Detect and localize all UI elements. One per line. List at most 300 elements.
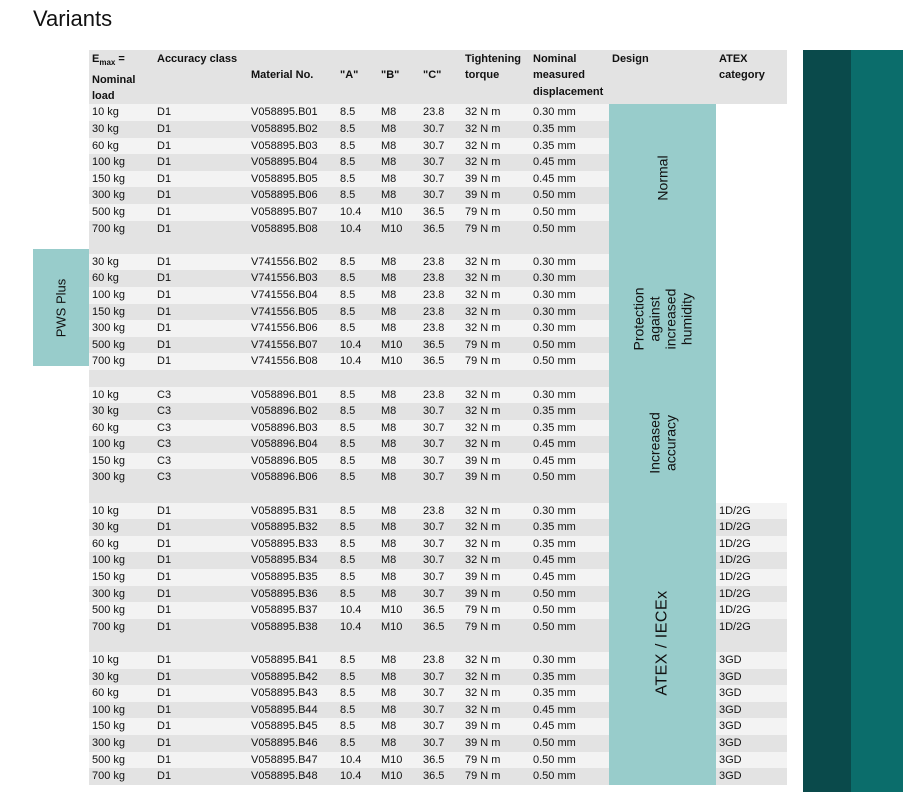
cell-dim-a: 8.5: [337, 320, 378, 337]
cell-material-no: V058895.B07: [248, 204, 337, 221]
cell-atex-category: [716, 221, 787, 238]
cell-tightening-torque: 32 N m: [462, 519, 530, 536]
separator-cell: [154, 486, 248, 503]
cell-nominal-displacement: 0.50 mm: [530, 586, 609, 603]
cell-dim-b: M8: [378, 718, 420, 735]
separator-cell: [530, 237, 609, 254]
design-label: Protection against increased humidity: [630, 287, 695, 351]
cell-dim-a: 8.5: [337, 503, 378, 520]
separator-cell: [420, 486, 462, 503]
cell-dim-c: 23.8: [420, 652, 462, 669]
cell-atex-category: [716, 204, 787, 221]
separator-cell: [337, 237, 378, 254]
separator-cell: [337, 370, 378, 387]
cell-dim-c: 36.5: [420, 204, 462, 221]
header-nominal-displacement: Nominal measured displacement: [530, 50, 609, 104]
cell-atex-category: [716, 287, 787, 304]
cell-atex-category: [716, 138, 787, 155]
cell-dim-a: 8.5: [337, 652, 378, 669]
separator-cell: [530, 635, 609, 652]
cell-tightening-torque: 32 N m: [462, 287, 530, 304]
cell-dim-b: M10: [378, 602, 420, 619]
cell-nominal-displacement: 0.45 mm: [530, 569, 609, 586]
cell-nominal-load: 100 kg: [89, 552, 154, 569]
cell-nominal-displacement: 0.50 mm: [530, 752, 609, 769]
cell-accuracy-class: C3: [154, 453, 248, 470]
cell-nominal-load: 100 kg: [89, 154, 154, 171]
cell-nominal-displacement: 0.45 mm: [530, 453, 609, 470]
cell-nominal-displacement: 0.30 mm: [530, 503, 609, 520]
cell-dim-a: 8.5: [337, 121, 378, 138]
cell-nominal-displacement: 0.35 mm: [530, 403, 609, 420]
separator-cell: [420, 370, 462, 387]
separator-cell: [378, 237, 420, 254]
cell-nominal-load: 100 kg: [89, 287, 154, 304]
side-band-teal: [851, 50, 903, 792]
cell-tightening-torque: 32 N m: [462, 536, 530, 553]
cell-atex-category: 1D/2G: [716, 569, 787, 586]
cell-atex-category: [716, 270, 787, 287]
cell-accuracy-class: D1: [154, 353, 248, 370]
cell-tightening-torque: 32 N m: [462, 436, 530, 453]
cell-dim-b: M8: [378, 270, 420, 287]
cell-dim-c: 30.7: [420, 718, 462, 735]
cell-material-no: V058895.B41: [248, 652, 337, 669]
header-design: Design: [609, 50, 716, 104]
cell-material-no: V741556.B06: [248, 320, 337, 337]
cell-dim-c: 36.5: [420, 337, 462, 354]
cell-nominal-load: 10 kg: [89, 387, 154, 404]
cell-dim-c: 30.7: [420, 685, 462, 702]
design-cell: [609, 387, 716, 503]
cell-nominal-displacement: 0.35 mm: [530, 536, 609, 553]
cell-accuracy-class: D1: [154, 320, 248, 337]
cell-nominal-displacement: 0.50 mm: [530, 353, 609, 370]
separator-cell: [462, 635, 530, 652]
cell-accuracy-class: D1: [154, 685, 248, 702]
cell-accuracy-class: C3: [154, 403, 248, 420]
cell-dim-c: 23.8: [420, 254, 462, 271]
cell-dim-c: 36.5: [420, 619, 462, 636]
cell-accuracy-class: D1: [154, 702, 248, 719]
cell-atex-category: 1D/2G: [716, 536, 787, 553]
cell-material-no: V058895.B42: [248, 669, 337, 686]
cell-dim-a: 10.4: [337, 337, 378, 354]
cell-atex-category: 3GD: [716, 685, 787, 702]
cell-tightening-torque: 32 N m: [462, 104, 530, 121]
cell-atex-category: 1D/2G: [716, 602, 787, 619]
cell-nominal-displacement: 0.45 mm: [530, 154, 609, 171]
cell-dim-c: 23.8: [420, 503, 462, 520]
cell-nominal-load: 60 kg: [89, 270, 154, 287]
cell-tightening-torque: 32 N m: [462, 702, 530, 719]
cell-dim-b: M8: [378, 469, 420, 486]
cell-tightening-torque: 32 N m: [462, 270, 530, 287]
separator-cell: [716, 370, 787, 387]
cell-dim-c: 36.5: [420, 752, 462, 769]
cell-atex-category: [716, 436, 787, 453]
cell-material-no: V741556.B04: [248, 287, 337, 304]
design-cell: [609, 503, 716, 785]
cell-accuracy-class: D1: [154, 287, 248, 304]
cell-atex-category: [716, 453, 787, 470]
cell-dim-a: 10.4: [337, 768, 378, 785]
cell-dim-b: M8: [378, 503, 420, 520]
cell-nominal-displacement: 0.30 mm: [530, 254, 609, 271]
cell-nominal-load: 60 kg: [89, 536, 154, 553]
cell-tightening-torque: 39 N m: [462, 718, 530, 735]
cell-dim-c: 30.7: [420, 171, 462, 188]
cell-nominal-displacement: 0.35 mm: [530, 121, 609, 138]
cell-nominal-load: 300 kg: [89, 586, 154, 603]
header-nominal-load: $E_{max}$ = Nominal load: [89, 50, 154, 104]
cell-atex-category: [716, 304, 787, 321]
cell-atex-category: [716, 154, 787, 171]
cell-dim-a: 8.5: [337, 387, 378, 404]
cell-nominal-load: 150 kg: [89, 171, 154, 188]
cell-nominal-displacement: 0.50 mm: [530, 768, 609, 785]
cell-accuracy-class: D1: [154, 536, 248, 553]
cell-dim-b: M8: [378, 138, 420, 155]
separator-cell: [716, 486, 787, 503]
cell-tightening-torque: 32 N m: [462, 685, 530, 702]
separator-cell: [89, 370, 154, 387]
cell-dim-a: 8.5: [337, 552, 378, 569]
cell-tightening-torque: 39 N m: [462, 569, 530, 586]
cell-accuracy-class: D1: [154, 619, 248, 636]
separator-cell: [89, 486, 154, 503]
cell-accuracy-class: D1: [154, 652, 248, 669]
cell-atex-category: [716, 187, 787, 204]
cell-dim-b: M10: [378, 768, 420, 785]
cell-nominal-load: 150 kg: [89, 453, 154, 470]
cell-tightening-torque: 79 N m: [462, 768, 530, 785]
cell-accuracy-class: D1: [154, 503, 248, 520]
cell-atex-category: [716, 337, 787, 354]
cell-nominal-displacement: 0.45 mm: [530, 552, 609, 569]
separator-cell: [154, 370, 248, 387]
cell-atex-category: 1D/2G: [716, 503, 787, 520]
cell-dim-a: 8.5: [337, 270, 378, 287]
cell-tightening-torque: 79 N m: [462, 337, 530, 354]
cell-dim-c: 30.7: [420, 552, 462, 569]
cell-atex-category: 3GD: [716, 735, 787, 752]
cell-atex-category: [716, 469, 787, 486]
separator-cell: [530, 486, 609, 503]
pws-plus-label-box: [33, 249, 89, 366]
cell-dim-b: M8: [378, 387, 420, 404]
cell-material-no: V058895.B37: [248, 602, 337, 619]
cell-dim-a: 8.5: [337, 420, 378, 437]
cell-dim-a: 8.5: [337, 154, 378, 171]
cell-accuracy-class: D1: [154, 519, 248, 536]
cell-material-no: V058895.B43: [248, 685, 337, 702]
cell-dim-c: 30.7: [420, 669, 462, 686]
cell-dim-c: 23.8: [420, 104, 462, 121]
cell-tightening-torque: 32 N m: [462, 138, 530, 155]
cell-accuracy-class: D1: [154, 154, 248, 171]
cell-nominal-displacement: 0.30 mm: [530, 387, 609, 404]
cell-dim-b: M8: [378, 702, 420, 719]
separator-cell: [337, 486, 378, 503]
cell-nominal-displacement: 0.45 mm: [530, 171, 609, 188]
cell-atex-category: 3GD: [716, 768, 787, 785]
cell-accuracy-class: D1: [154, 669, 248, 686]
cell-tightening-torque: 39 N m: [462, 469, 530, 486]
cell-nominal-displacement: 0.35 mm: [530, 138, 609, 155]
side-band-dark: [803, 50, 851, 792]
cell-accuracy-class: D1: [154, 586, 248, 603]
cell-dim-a: 10.4: [337, 221, 378, 238]
cell-dim-b: M8: [378, 436, 420, 453]
cell-dim-b: M8: [378, 320, 420, 337]
cell-dim-a: 8.5: [337, 586, 378, 603]
cell-tightening-torque: 39 N m: [462, 171, 530, 188]
cell-material-no: V058896.B06: [248, 469, 337, 486]
cell-material-no: V058895.B03: [248, 138, 337, 155]
cell-nominal-displacement: 0.30 mm: [530, 320, 609, 337]
separator-cell: [420, 635, 462, 652]
cell-dim-c: 30.7: [420, 702, 462, 719]
cell-dim-b: M8: [378, 420, 420, 437]
cell-accuracy-class: D1: [154, 104, 248, 121]
cell-dim-b: M8: [378, 735, 420, 752]
cell-dim-b: M10: [378, 221, 420, 238]
cell-material-no: V058895.B38: [248, 619, 337, 636]
cell-atex-category: 1D/2G: [716, 519, 787, 536]
cell-dim-c: 36.5: [420, 768, 462, 785]
cell-nominal-displacement: 0.30 mm: [530, 304, 609, 321]
table-row: [89, 387, 787, 404]
cell-atex-category: 3GD: [716, 702, 787, 719]
cell-dim-c: 30.7: [420, 453, 462, 470]
cell-tightening-torque: 32 N m: [462, 387, 530, 404]
cell-nominal-displacement: 0.50 mm: [530, 619, 609, 636]
cell-nominal-displacement: 0.45 mm: [530, 718, 609, 735]
cell-tightening-torque: 32 N m: [462, 552, 530, 569]
cell-dim-c: 36.5: [420, 221, 462, 238]
separator-cell: [378, 635, 420, 652]
cell-dim-c: 36.5: [420, 353, 462, 370]
cell-dim-b: M10: [378, 353, 420, 370]
cell-nominal-displacement: 0.35 mm: [530, 669, 609, 686]
separator-cell: [420, 237, 462, 254]
cell-nominal-load: 700 kg: [89, 221, 154, 238]
header-atex-category: ATEX category: [716, 50, 787, 104]
separator-cell: [248, 237, 337, 254]
cell-dim-b: M8: [378, 685, 420, 702]
cell-dim-b: M10: [378, 337, 420, 354]
cell-tightening-torque: 32 N m: [462, 154, 530, 171]
cell-dim-b: M8: [378, 154, 420, 171]
cell-tightening-torque: 39 N m: [462, 453, 530, 470]
cell-atex-category: 3GD: [716, 652, 787, 669]
design-label: Increased accuracy: [646, 412, 679, 475]
separator-cell: [462, 370, 530, 387]
cell-nominal-load: 60 kg: [89, 420, 154, 437]
cell-dim-c: 30.7: [420, 187, 462, 204]
cell-dim-b: M8: [378, 453, 420, 470]
cell-dim-b: M8: [378, 519, 420, 536]
cell-dim-c: 30.7: [420, 569, 462, 586]
cell-material-no: V058895.B45: [248, 718, 337, 735]
cell-dim-b: M8: [378, 652, 420, 669]
cell-nominal-load: 30 kg: [89, 669, 154, 686]
cell-tightening-torque: 32 N m: [462, 403, 530, 420]
cell-nominal-load: 30 kg: [89, 519, 154, 536]
cell-nominal-load: 150 kg: [89, 569, 154, 586]
cell-dim-a: 8.5: [337, 254, 378, 271]
cell-dim-c: 30.7: [420, 436, 462, 453]
cell-material-no: V741556.B05: [248, 304, 337, 321]
cell-atex-category: [716, 320, 787, 337]
cell-atex-category: [716, 420, 787, 437]
cell-nominal-displacement: 0.30 mm: [530, 652, 609, 669]
cell-nominal-displacement: 0.50 mm: [530, 735, 609, 752]
cell-dim-b: M8: [378, 569, 420, 586]
cell-dim-b: M10: [378, 752, 420, 769]
cell-dim-a: 8.5: [337, 138, 378, 155]
cell-dim-c: 30.7: [420, 536, 462, 553]
design-cell: [609, 104, 716, 253]
cell-atex-category: 3GD: [716, 718, 787, 735]
cell-nominal-displacement: 0.35 mm: [530, 519, 609, 536]
cell-material-no: V058895.B36: [248, 586, 337, 603]
cell-dim-a: 8.5: [337, 718, 378, 735]
cell-accuracy-class: D1: [154, 602, 248, 619]
cell-dim-a: 8.5: [337, 287, 378, 304]
cell-dim-a: 8.5: [337, 569, 378, 586]
cell-nominal-load: 300 kg: [89, 320, 154, 337]
cell-dim-c: 23.8: [420, 270, 462, 287]
cell-tightening-torque: 79 N m: [462, 752, 530, 769]
cell-nominal-load: 100 kg: [89, 436, 154, 453]
cell-dim-b: M8: [378, 121, 420, 138]
cell-material-no: V058895.B06: [248, 187, 337, 204]
cell-material-no: V058895.B05: [248, 171, 337, 188]
cell-dim-a: 8.5: [337, 453, 378, 470]
separator-cell: [462, 486, 530, 503]
header-a: "A": [337, 50, 378, 104]
cell-material-no: V058896.B04: [248, 436, 337, 453]
cell-dim-b: M8: [378, 104, 420, 121]
cell-accuracy-class: D1: [154, 552, 248, 569]
cell-material-no: V741556.B03: [248, 270, 337, 287]
cell-dim-c: 23.8: [420, 387, 462, 404]
cell-accuracy-class: D1: [154, 221, 248, 238]
cell-accuracy-class: D1: [154, 138, 248, 155]
cell-tightening-torque: 32 N m: [462, 503, 530, 520]
cell-nominal-displacement: 0.50 mm: [530, 204, 609, 221]
cell-nominal-displacement: 0.50 mm: [530, 602, 609, 619]
cell-accuracy-class: D1: [154, 254, 248, 271]
cell-dim-c: 30.7: [420, 519, 462, 536]
cell-material-no: V058895.B44: [248, 702, 337, 719]
cell-dim-b: M8: [378, 254, 420, 271]
cell-dim-a: 8.5: [337, 669, 378, 686]
cell-accuracy-class: D1: [154, 718, 248, 735]
cell-dim-a: 8.5: [337, 171, 378, 188]
cell-dim-a: 10.4: [337, 752, 378, 769]
cell-tightening-torque: 32 N m: [462, 420, 530, 437]
design-cell: [609, 254, 716, 387]
cell-nominal-load: 300 kg: [89, 735, 154, 752]
cell-nominal-load: 30 kg: [89, 121, 154, 138]
cell-tightening-torque: 39 N m: [462, 187, 530, 204]
cell-material-no: V741556.B08: [248, 353, 337, 370]
cell-nominal-load: 500 kg: [89, 204, 154, 221]
separator-cell: [248, 486, 337, 503]
separator-cell: [89, 237, 154, 254]
cell-nominal-load: 500 kg: [89, 752, 154, 769]
cell-atex-category: 3GD: [716, 669, 787, 686]
cell-material-no: V058896.B02: [248, 403, 337, 420]
separator-cell: [378, 486, 420, 503]
cell-dim-c: 30.7: [420, 469, 462, 486]
table-row: [89, 254, 787, 271]
cell-dim-c: 30.7: [420, 586, 462, 603]
cell-tightening-torque: 79 N m: [462, 221, 530, 238]
cell-material-no: V058895.B47: [248, 752, 337, 769]
cell-dim-a: 8.5: [337, 304, 378, 321]
separator-cell: [716, 635, 787, 652]
cell-atex-category: [716, 387, 787, 404]
cell-nominal-load: 10 kg: [89, 104, 154, 121]
cell-atex-category: [716, 104, 787, 121]
cell-accuracy-class: D1: [154, 735, 248, 752]
cell-nominal-load: 10 kg: [89, 652, 154, 669]
cell-dim-a: 8.5: [337, 187, 378, 204]
cell-dim-c: 36.5: [420, 602, 462, 619]
cell-nominal-load: 10 kg: [89, 503, 154, 520]
cell-dim-a: 10.4: [337, 619, 378, 636]
cell-tightening-torque: 32 N m: [462, 304, 530, 321]
separator-cell: [248, 370, 337, 387]
cell-material-no: V058895.B48: [248, 768, 337, 785]
cell-dim-a: 8.5: [337, 702, 378, 719]
variants-table: [89, 50, 787, 785]
cell-atex-category: [716, 353, 787, 370]
cell-nominal-load: 700 kg: [89, 353, 154, 370]
cell-dim-c: 30.7: [420, 735, 462, 752]
cell-tightening-torque: 32 N m: [462, 121, 530, 138]
cell-dim-b: M8: [378, 536, 420, 553]
cell-dim-b: M10: [378, 619, 420, 636]
header-accuracy-class: Accuracy class: [154, 50, 248, 104]
cell-accuracy-class: D1: [154, 171, 248, 188]
cell-material-no: V058896.B01: [248, 387, 337, 404]
cell-nominal-load: 100 kg: [89, 702, 154, 719]
cell-nominal-load: 300 kg: [89, 469, 154, 486]
cell-nominal-load: 700 kg: [89, 768, 154, 785]
cell-dim-b: M8: [378, 187, 420, 204]
cell-nominal-displacement: 0.50 mm: [530, 187, 609, 204]
cell-material-no: V058895.B32: [248, 519, 337, 536]
cell-material-no: V741556.B07: [248, 337, 337, 354]
cell-atex-category: 1D/2G: [716, 586, 787, 603]
cell-dim-a: 10.4: [337, 353, 378, 370]
cell-dim-c: 23.8: [420, 287, 462, 304]
cell-nominal-load: 500 kg: [89, 602, 154, 619]
separator-cell: [378, 370, 420, 387]
cell-dim-a: 8.5: [337, 436, 378, 453]
cell-material-no: V058895.B08: [248, 221, 337, 238]
cell-accuracy-class: C3: [154, 387, 248, 404]
cell-accuracy-class: C3: [154, 436, 248, 453]
cell-nominal-load: 30 kg: [89, 403, 154, 420]
cell-material-no: V058895.B31: [248, 503, 337, 520]
cell-material-no: V058895.B02: [248, 121, 337, 138]
